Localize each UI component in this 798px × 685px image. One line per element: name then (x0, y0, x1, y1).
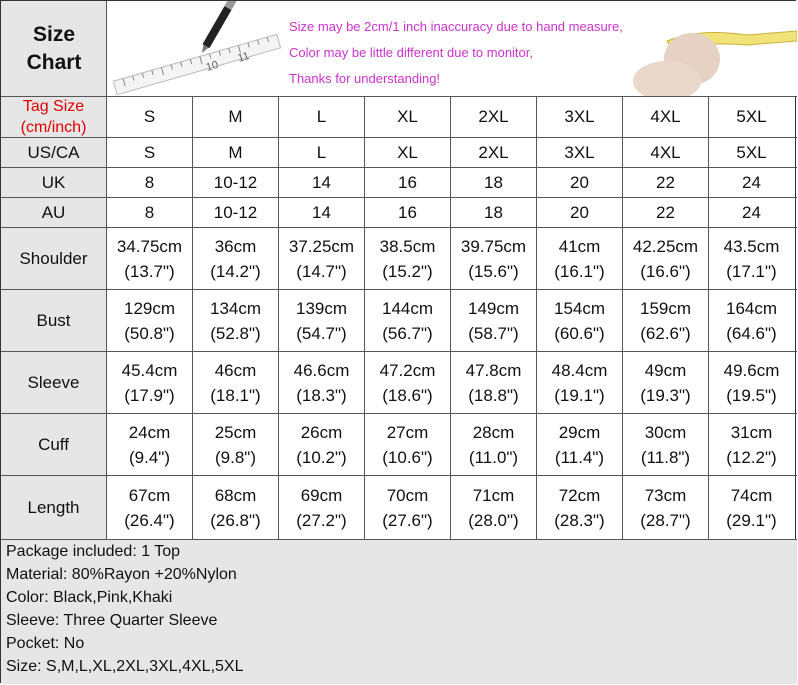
shoulder-cm-value: 38.5cm (379, 236, 436, 256)
sleeve-measurement-cell (365, 352, 450, 413)
uk-size-3: 16 (398, 172, 417, 192)
sleeve-cm-value: 46cm (214, 360, 257, 380)
shoulder-measurement-cell (623, 228, 708, 289)
uk-size-4: 18 (484, 172, 503, 192)
us-ca-size-2: L (316, 142, 327, 162)
length-cm-value: 74cm (730, 485, 773, 505)
row-label-shoulder: Shoulder (1, 228, 106, 289)
tag-size-3xl: 3XL (564, 107, 595, 126)
size-chart-title (1, 1, 107, 97)
us-ca-size-0: S (143, 142, 156, 162)
sleeve-cm-value: 48.4cm (551, 360, 608, 380)
cuff-measurement-cell (623, 414, 708, 475)
au-size-2: 14 (312, 202, 331, 222)
bust-measurement-cell (365, 290, 450, 351)
ruler-mark-10: 10 (204, 58, 220, 74)
length-inch-value: (26.4") (124, 510, 175, 530)
length-measurement-cell (623, 476, 708, 539)
shoulder-measurement-cell (365, 228, 450, 289)
row-label-length: Length (1, 476, 106, 539)
measurement-note-banner (107, 1, 797, 97)
tag-size-2xl: 2XL (478, 107, 509, 126)
sleeve-measurement-cell (193, 352, 278, 413)
sleeve-cm-value: 46.6cm (293, 360, 350, 380)
bust-cm-value: 134cm (209, 298, 262, 318)
shoulder-inch-value: (15.2") (382, 261, 433, 281)
tag-size-5xl: 5XL (736, 107, 767, 126)
length-cm-value: 67cm (128, 485, 171, 505)
uk-size-1: 10-12 (213, 172, 258, 192)
shoulder-measurement-cell (107, 228, 192, 289)
length-inch-value: (28.3") (554, 510, 605, 530)
shoulder-cm-value: 43.5cm (723, 236, 780, 256)
bust-cm-value: 159cm (639, 298, 692, 318)
cuff-measurement-cell (537, 414, 622, 475)
shoulder-measurement-cell (537, 228, 622, 289)
sleeve-inch-value: (19.5") (726, 385, 777, 405)
tag-size-label (1, 97, 106, 137)
bust-inch-value: (50.8") (124, 323, 175, 343)
length-measurement-cell (193, 476, 278, 539)
title-line-2: Chart (26, 51, 82, 74)
shoulder-cm-value: 42.25cm (632, 236, 699, 256)
cuff-cm-value: 27cm (386, 422, 429, 442)
au-size-7: 24 (742, 202, 761, 222)
product-info-panel (1, 540, 797, 684)
bust-measurement-cell (709, 290, 794, 351)
shoulder-cm-value: 34.75cm (116, 236, 183, 256)
shoulder-inch-value: (14.7") (296, 261, 347, 281)
sleeve-inch-value: (18.3") (296, 385, 347, 405)
au-size-1: 10-12 (213, 202, 258, 222)
note-accuracy: Size may be 2cm/1 inch inaccuracy due to hand measure, (289, 19, 623, 34)
shoulder-inch-value: (14.2") (210, 261, 261, 281)
bust-measurement-cell (537, 290, 622, 351)
ruler-icon (113, 34, 282, 97)
shoulder-cm-value: 39.75cm (460, 236, 527, 256)
length-measurement-cell (279, 476, 364, 539)
sleeve-inch-value: (18.6") (382, 385, 433, 405)
shoulder-inch-value: (16.1") (554, 261, 605, 281)
bust-inch-value: (60.6") (554, 323, 605, 343)
bust-cm-value: 129cm (123, 298, 176, 318)
length-measurement-cell (365, 476, 450, 539)
length-cm-value: 72cm (558, 485, 601, 505)
product-info-sleeve: Sleeve: Three Quarter Sleeve (6, 612, 218, 629)
cuff-measurement-cell (193, 414, 278, 475)
cuff-inch-value: (10.6") (382, 447, 433, 467)
us-ca-size-3: XL (397, 142, 418, 162)
sleeve-measurement-cell (279, 352, 364, 413)
bust-cm-value: 149cm (467, 298, 520, 318)
au-size-6: 22 (656, 202, 675, 222)
cuff-inch-value: (11.8") (640, 447, 691, 467)
au-size-5: 20 (570, 202, 589, 222)
cuff-cm-value: 31cm (730, 422, 773, 442)
length-inch-value: (29.1") (726, 510, 777, 530)
bust-cm-value: 139cm (295, 298, 348, 318)
uk-size-5: 20 (570, 172, 589, 192)
bust-measurement-cell (279, 290, 364, 351)
cuff-inch-value: (10.2") (296, 447, 347, 467)
sleeve-measurement-cell (623, 352, 708, 413)
bust-inch-value: (58.7") (468, 323, 519, 343)
cuff-cm-value: 26cm (300, 422, 343, 442)
length-cm-value: 70cm (386, 485, 429, 505)
bust-measurement-cell (623, 290, 708, 351)
note-thanks: Thanks for understanding! (289, 71, 441, 86)
shoulder-inch-value: (17.1") (726, 261, 777, 281)
shoulder-measurement-cell (279, 228, 364, 289)
shoulder-inch-value: (15.6") (468, 261, 519, 281)
row-label-us-ca: US/CA (1, 138, 106, 167)
row-label-au: AU (1, 198, 106, 227)
sleeve-cm-value: 45.4cm (121, 360, 178, 380)
length-cm-value: 69cm (300, 485, 343, 505)
cuff-cm-value: 29cm (558, 422, 601, 442)
cuff-inch-value: (12.2") (726, 447, 777, 467)
tag-size-l: L (316, 107, 327, 126)
us-ca-size-7: 5XL (736, 142, 767, 162)
shoulder-measurement-cell (451, 228, 536, 289)
sleeve-measurement-cell (709, 352, 794, 413)
product-info-material: Material: 80%Rayon +20%Nylon (6, 566, 237, 583)
product-info-pocket: Pocket: No (6, 635, 85, 652)
length-measurement-cell (709, 476, 794, 539)
sleeve-measurement-cell (107, 352, 192, 413)
us-ca-size-1: M (228, 142, 243, 162)
cuff-cm-value: 25cm (214, 422, 257, 442)
cuff-inch-value: (11.0") (468, 447, 519, 467)
uk-size-2: 14 (312, 172, 331, 192)
length-cm-value: 68cm (214, 485, 257, 505)
us-ca-size-5: 3XL (564, 142, 595, 162)
shoulder-measurement-cell (709, 228, 794, 289)
bust-inch-value: (64.6") (726, 323, 777, 343)
product-info-color: Color: Black,Pink,Khaki (6, 589, 173, 606)
row-label-cuff: Cuff (1, 414, 106, 475)
cuff-cm-value: 24cm (128, 422, 171, 442)
sleeve-measurement-cell (537, 352, 622, 413)
uk-size-0: 8 (144, 172, 155, 192)
product-info-package: Package included: 1 Top (6, 543, 181, 560)
us-ca-size-4: 2XL (478, 142, 509, 162)
au-size-0: 8 (144, 202, 155, 222)
sleeve-inch-value: (18.8") (468, 385, 519, 405)
length-measurement-cell (451, 476, 536, 539)
length-cm-value: 73cm (644, 485, 687, 505)
shoulder-cm-value: 41cm (558, 236, 601, 256)
cuff-measurement-cell (279, 414, 364, 475)
bust-cm-value: 144cm (381, 298, 434, 318)
shoulder-cm-value: 37.25cm (288, 236, 355, 256)
ruler-mark-11: 11 (236, 50, 251, 65)
sleeve-cm-value: 47.2cm (379, 360, 436, 380)
tag-size-m: M (228, 107, 243, 126)
bust-inch-value: (56.7") (382, 323, 433, 343)
row-label-sleeve: Sleeve (1, 352, 106, 413)
cuff-measurement-cell (451, 414, 536, 475)
shoulder-cm-value: 36cm (214, 236, 257, 256)
tag-size-xl: XL (397, 107, 418, 126)
cuff-measurement-cell (709, 414, 794, 475)
length-measurement-cell (537, 476, 622, 539)
sleeve-cm-value: 47.8cm (465, 360, 522, 380)
bust-cm-value: 164cm (725, 298, 778, 318)
sleeve-inch-value: (19.3") (640, 385, 691, 405)
us-ca-size-6: 4XL (650, 142, 681, 162)
bust-inch-value: (54.7") (296, 323, 347, 343)
au-size-4: 18 (484, 202, 503, 222)
bust-cm-value: 154cm (553, 298, 606, 318)
cuff-cm-value: 28cm (472, 422, 515, 442)
length-inch-value: (27.6") (382, 510, 433, 530)
sleeve-inch-value: (18.1") (210, 385, 261, 405)
tag-size-label-line-1: Tag Size (22, 98, 85, 115)
cuff-inch-value: (11.4") (554, 447, 605, 467)
measuring-tape-icon (633, 31, 797, 97)
cuff-measurement-cell (365, 414, 450, 475)
cuff-cm-value: 30cm (644, 422, 687, 442)
note-color: Color may be little different due to monitor, (289, 45, 533, 60)
row-label-uk: UK (1, 168, 106, 197)
bust-measurement-cell (451, 290, 536, 351)
length-inch-value: (28.7") (640, 510, 691, 530)
cuff-inch-value: (9.8") (215, 447, 256, 467)
sleeve-measurement-cell (451, 352, 536, 413)
shoulder-inch-value: (13.7") (124, 261, 175, 281)
cuff-measurement-cell (107, 414, 192, 475)
length-measurement-cell (107, 476, 192, 539)
bust-inch-value: (52.8") (210, 323, 261, 343)
bust-measurement-cell (107, 290, 192, 351)
sleeve-inch-value: (17.9") (124, 385, 175, 405)
length-inch-value: (26.8") (210, 510, 261, 530)
length-inch-value: (28.0") (468, 510, 519, 530)
tag-size-s: S (143, 107, 156, 126)
uk-size-7: 24 (742, 172, 761, 192)
title-line-1: Size (32, 23, 76, 46)
uk-size-6: 22 (656, 172, 675, 192)
shoulder-inch-value: (16.6") (640, 261, 691, 281)
sleeve-cm-value: 49.6cm (723, 360, 780, 380)
bust-measurement-cell (193, 290, 278, 351)
cuff-inch-value: (9.4") (129, 447, 170, 467)
row-label-bust: Bust (1, 290, 106, 351)
shoulder-measurement-cell (193, 228, 278, 289)
sleeve-inch-value: (19.1") (554, 385, 605, 405)
tag-size-4xl: 4XL (650, 107, 681, 126)
length-inch-value: (27.2") (296, 510, 347, 530)
length-cm-value: 71cm (472, 485, 515, 505)
bust-inch-value: (62.6") (640, 323, 691, 343)
au-size-3: 16 (398, 202, 417, 222)
sleeve-cm-value: 49cm (644, 360, 687, 380)
product-info-sizes: Size: S,M,L,XL,2XL,3XL,4XL,5XL (6, 658, 244, 675)
tag-size-label-line-2: (cm/inch) (20, 119, 87, 136)
